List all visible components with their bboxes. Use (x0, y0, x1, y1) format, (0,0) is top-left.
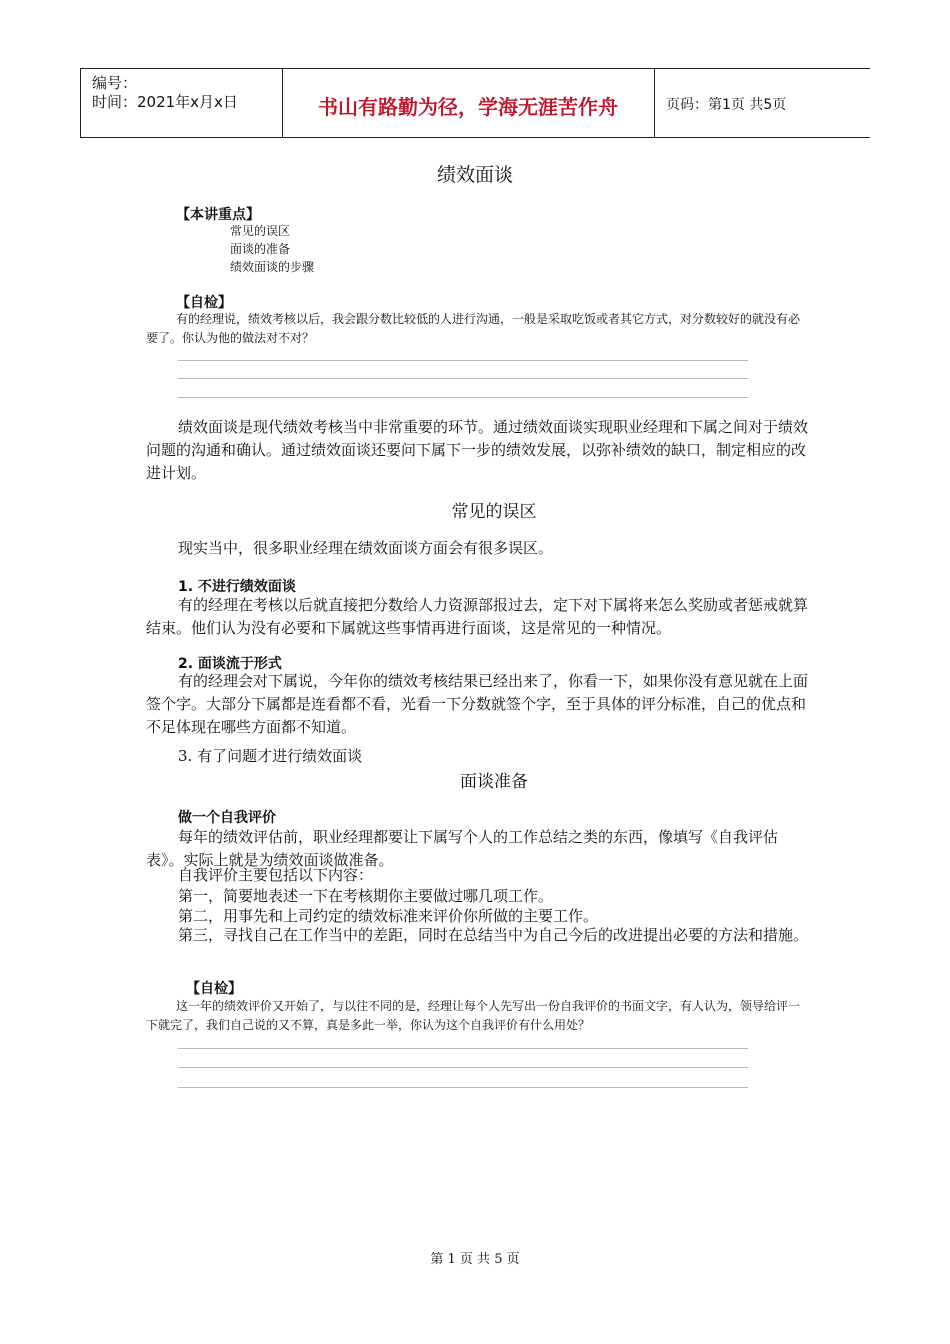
prep-line-3: 第二，用事先和上司约定的绩效标准来评价你所做的主要工作。 (178, 907, 599, 925)
header-table (80, 68, 870, 138)
self-check-question: 有的经理说，绩效考核以后，我会跟分数比较低的人进行沟通，一般是采取吃饭或者其它方式，对分数较好的就没有必要了。你认为他的做法对不对？ (146, 312, 801, 345)
answer-line (178, 1048, 748, 1049)
self-check-label: 【自检】 (186, 981, 242, 997)
key-points-label: 【本讲重点】 (176, 207, 260, 223)
key-point-item: 常见的误区 (230, 224, 291, 238)
header-divider (80, 69, 81, 137)
prep-paragraph-2: 第三，寻找自己在工作当中的差距，同时在总结当中为自己今后的改进提出必要的方法和措施。 (178, 926, 809, 944)
page-info: 页码：第1页 共5页 (666, 97, 787, 113)
answer-line (178, 1067, 748, 1068)
answer-line (178, 1087, 748, 1088)
motto: 书山有路勤为径，学海无涯苦作舟 (318, 95, 618, 119)
mistake-2-title: 2. 面谈流于形式 (178, 656, 282, 672)
intro-paragraph: 绩效面谈是现代绩效考核当中非常重要的环节。通过绩效面谈实现职业经理和下属之间对于绩效问题的沟通和确认。通过绩效面谈还要问下属下一步的绩效发展，以弥补绩效的缺口，制定相应的改进计划。 (146, 418, 809, 482)
section-heading-prep: 面谈准备 (460, 772, 528, 792)
answer-line (178, 378, 748, 379)
key-point-item: 面谈的准备 (230, 242, 291, 256)
number-label: 编号： (92, 74, 138, 92)
mistakes-intro: 现实当中，很多职业经理在绩效面谈方面会有很多误区。 (178, 539, 554, 557)
prep-line-2: 第一，简要地表述一下在考核期你主要做过哪几项工作。 (178, 887, 554, 905)
header-divider (654, 69, 655, 137)
page-title: 绩效面谈 (436, 164, 513, 186)
mistake-1-title: 1. 不进行绩效面谈 (178, 579, 296, 595)
mistake-1-text: 有的经理在考核以后就直接把分数给人力资源部报过去，定下对下属将来怎么奖励或者惩戒就算结束。他们认为没有必要和下属就这些事情再进行面谈，这是常见的一种情况。 (146, 596, 809, 637)
mistake-3-title: 3. 有了问题才进行绩效面谈 (178, 747, 363, 765)
page-footer: 第 1 页 共 5 页 (430, 1252, 520, 1267)
prep-subheading: 做一个自我评价 (178, 810, 276, 826)
self-check-label: 【自检】 (176, 295, 232, 311)
self-check-question: 这一年的绩效评价又开始了，与以往不同的是，经理让每个人先写出一份自我评价的书面文字，有人认为，领导给评一下就完了，我们自己说的又不算，真是多此一举，你认为这个自我评价有什么用处？ (146, 999, 801, 1032)
section-heading-mistakes: 常见的误区 (451, 502, 537, 522)
time-label: 时间：2021年x月x日 (92, 93, 238, 111)
prep-paragraph-1: 每年的绩效评估前，职业经理都要让下属写个人的工作总结之类的东西，像填写《自我评估表》。实际上就是为绩效面谈做准备。 (146, 828, 779, 869)
mistake-2-text: 有的经理会对下属说，今年你的绩效考核结果已经出来了，你看一下，如果你没有意见就在上面签个字。大部分下属都是连看都不看，光看一下分数就签个字，至于具体的评分标准，自己的优点和不足体现在哪些方面都不知道。 (146, 672, 809, 736)
answer-line (178, 360, 748, 361)
prep-line-1: 自我评价主要包括以下内容： (178, 866, 374, 884)
key-point-item: 绩效面谈的步骤 (230, 260, 315, 274)
answer-line (178, 397, 748, 398)
